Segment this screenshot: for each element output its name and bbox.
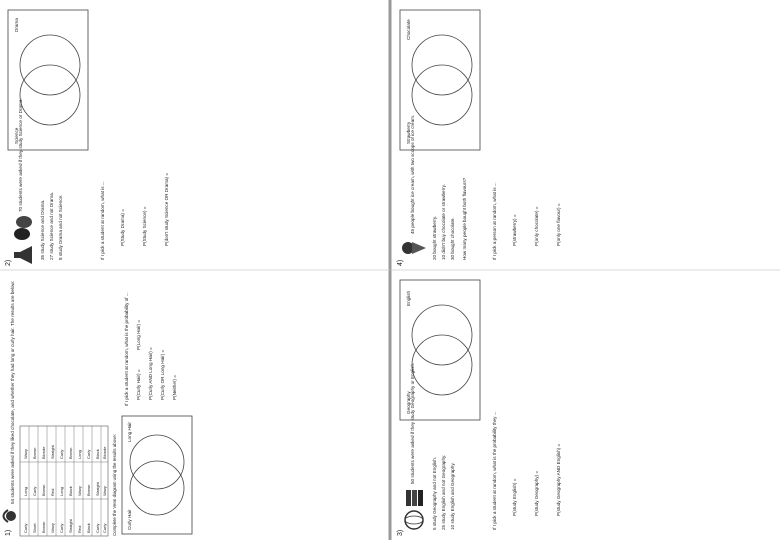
probability-item: P(only one flavour) = (556, 203, 561, 246)
probability-item: P(Study Science) = (142, 206, 147, 246)
table-cell: Blonde (102, 446, 107, 459)
question-prompt: If I pick a student at random, what is the probability they ... (492, 411, 497, 530)
question-number: 2) (5, 259, 12, 266)
table-cell: Long (77, 450, 82, 459)
probability-item: P(don't study Science OR Drama) = (164, 172, 169, 246)
probability-item: P(Curly AND Long Hair) = (148, 347, 153, 400)
table-cell: Blonde (41, 446, 46, 459)
table-cell: Long (23, 487, 28, 496)
table-cell: Curly (95, 523, 100, 533)
table-cell: Black (95, 449, 100, 459)
table-cell: Brown (41, 484, 46, 496)
table-cell: Curly (102, 523, 107, 533)
probability-item: P(Curly Hair) = (136, 369, 141, 400)
complete-instruction: Complete the Venn diagram using the results above: (112, 433, 117, 536)
probability-item: P(only chocolate) = (534, 206, 539, 246)
table-cell: Curly (59, 523, 64, 533)
table-cell: Curly (86, 449, 91, 459)
bullet-item: 5 study Geography and not English. (432, 456, 437, 530)
probability-item: P(Long Hair) = (136, 319, 141, 350)
table-cell: Red (77, 525, 82, 533)
bullet-item: 27 study Science and not Drama. (49, 192, 54, 260)
table-cell: Straight (68, 519, 73, 533)
venn-label-left: Geography (406, 391, 411, 414)
table-cell: Wavy (23, 449, 28, 459)
question-intro: 45 people bought ice cream, with two scoops of ice cream. (410, 114, 415, 234)
table-cell: Black (68, 486, 73, 496)
venn-label-right: Long Hair (127, 422, 132, 442)
bullet-item: 10 didn't buy chocolate or strawberry. (441, 184, 446, 260)
bullet-item: 35 study Science and Drama. (40, 199, 45, 260)
table-cell: Wavy (50, 523, 55, 533)
probability-item: P(Neither) = (172, 375, 177, 400)
venn-label-left: Science (14, 127, 19, 144)
books-icon (406, 490, 423, 506)
table-cell: Curly (59, 449, 64, 459)
how-many-question: How many people bought both flavours? (462, 177, 467, 260)
probability-item: P(Study Drama) = (120, 209, 125, 246)
table-cell: Brown (41, 521, 46, 533)
venn-label-right: English (406, 290, 411, 306)
probability-item: P(strawberry) = (512, 214, 517, 246)
question-number: 4) (397, 259, 404, 266)
bullet-item: 30 bought chocolate. (450, 217, 455, 260)
table-cell: Straight (95, 482, 100, 496)
table-cell: Straight (50, 445, 55, 459)
bullet-item: 20 bought strawberry. (432, 215, 437, 260)
table-cell: Curly (23, 523, 28, 533)
table-cell: Black (86, 523, 91, 533)
question-intro: 50 students were asked if they study Geography or English. (410, 362, 415, 484)
venn-label-left: Strawberry (406, 121, 411, 144)
venn-label-left: Curly Hair (127, 509, 132, 530)
question-prompt: If I pick a student at random, what is the probability of ... (124, 292, 129, 406)
question-prompt: If I pick a student at random, what is ... (100, 181, 105, 260)
table-cell: Red (50, 488, 55, 496)
table-cell: Wavy (77, 486, 82, 496)
table-cell: Brown (32, 447, 37, 459)
bullet-item: 8 study Drama and not Science. (58, 194, 63, 260)
table-cell: Wavy (102, 486, 107, 496)
venn-label-right: Drama (14, 18, 19, 32)
question-intro: 54 students were asked if they liked chocolate, and whether they had long or curly hair. The results are below: (10, 280, 15, 504)
bullet-item: 10 study English and Geography. (450, 462, 455, 530)
venn-label-right: Chocolate (406, 19, 411, 40)
table-cell: Long (59, 487, 64, 496)
probability-item: P(Curly OR Long Hair) = (160, 349, 165, 400)
table-cell: Brown (86, 484, 91, 496)
probability-item: P(study Geography AND English) = (556, 443, 561, 516)
table-cell: Brown (68, 447, 73, 459)
question-number: 3) (397, 529, 404, 536)
table-cell: Short (32, 523, 37, 533)
question-intro: 70 students were asked if they study Science or Drama. (18, 98, 23, 212)
question-prompt: If I pick a person at random, what is ... (492, 182, 497, 260)
question-number: 1) (5, 529, 12, 536)
probability-item: P(study Geography) = (534, 470, 539, 516)
bullet-item: 25 study English and not Geography. (441, 454, 446, 530)
table-cell: Curly (32, 486, 37, 496)
probability-item: P(study English) = (512, 478, 517, 516)
